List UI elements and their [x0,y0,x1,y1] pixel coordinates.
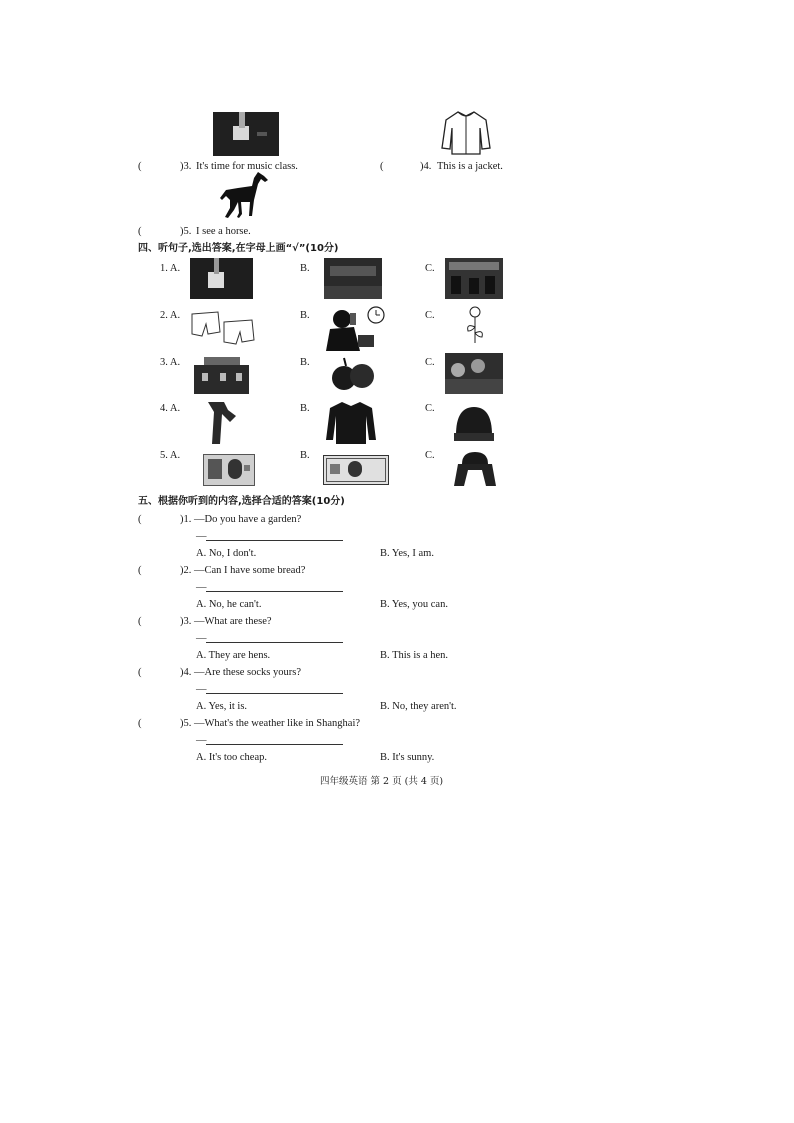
row5-label-b: B. [300,450,310,461]
q3-text-number: )3. [180,161,192,172]
row5-pic-c [452,450,498,488]
row3-pic-b [330,356,376,394]
row1-pic-b [324,258,382,299]
horse-silhouette [218,170,272,220]
p5-q3-option-a: A. They are hens. [196,650,271,661]
music-class-photo [213,112,279,156]
part4-heading: 四、听句子,选出答案,在字母上画“√”(10分) [138,243,339,254]
row5-label-a: 5. A. [160,450,181,461]
p5-q5-answer-line[interactable] [206,744,343,745]
p5-q1-question: )1. —Do you have a garden? [180,514,302,525]
row5-label-c: C. [425,450,435,461]
p5-q5-option-a: A. It's too cheap. [196,752,267,763]
p5-q3-option-b: B. This is a hen. [380,650,449,661]
p5-q3-answer-line[interactable] [206,642,343,643]
p5-q4-option-b: B. No, they aren't. [380,701,457,712]
row4-pic-c [452,405,496,443]
row2-pic-b [322,305,386,351]
q4-text-number: )4. [420,161,432,172]
row4-pic-b [324,400,378,444]
page-footer: 四年级英语 第 2 页 (共 4 页) [320,776,444,787]
p5-q1-option-b: B. Yes, I am. [380,548,434,559]
row1-label-c: C. [425,263,435,274]
row5-pic-a [203,454,255,486]
p5-q1-answer-dash: — [196,531,207,542]
row3-pic-c [445,353,503,394]
q3-paren: ( [138,161,142,172]
row3-label-b: B. [300,357,310,368]
row2-label-c: C. [425,310,435,321]
p5-q2-option-b: B. Yes, you can. [380,599,448,610]
q4-paren: ( [380,161,384,172]
row5-pic-b [323,455,389,485]
p5-q4-question: )4. —Are these socks yours? [180,667,302,678]
row4-label-a: 4. A. [160,403,181,414]
q5-paren: ( [138,226,142,237]
p5-q5-question: )5. —What's the weather like in Shanghai? [180,718,361,729]
p5-q2-paren: ( [138,565,142,576]
p5-q3-answer-dash: — [196,633,207,644]
row2-label-b: B. [300,310,310,321]
row2-pic-c [462,305,488,345]
row3-pic-a [190,353,253,394]
row1-pic-c [445,258,503,299]
q5-text-number: )5. [180,226,192,237]
q3-text: It's time for music class. [196,161,298,172]
p5-q2-answer-line[interactable] [206,591,343,592]
row2-label-a: 2. A. [160,310,181,321]
p5-q3-question: )3. —What are these? [180,616,272,627]
p5-q5-answer-dash: — [196,735,207,746]
p5-q1-paren: ( [138,514,142,525]
p5-q2-option-a: A. No, he can't. [196,599,262,610]
q4-text: This is a jacket. [437,161,503,172]
p5-q4-answer-line[interactable] [206,693,343,694]
p5-q5-option-b: B. It's sunny. [380,752,435,763]
row4-label-b: B. [300,403,310,414]
p5-q4-paren: ( [138,667,142,678]
row4-pic-a [202,400,240,446]
p5-q4-option-a: A. Yes, it is. [196,701,248,712]
row3-label-c: C. [425,357,435,368]
part5-heading: 五、根据你听到的内容,选择合适的答案(10分) [138,496,345,507]
p5-q5-paren: ( [138,718,142,729]
p5-q3-paren: ( [138,616,142,627]
p5-q1-option-a: A. No, I don't. [196,548,257,559]
row1-label-a: 1. A. [160,263,181,274]
row4-label-c: C. [425,403,435,414]
row3-label-a: 3. A. [160,357,181,368]
row2-pic-a [190,310,256,346]
jacket-drawing [440,108,492,156]
p5-q2-question: )2. —Can I have some bread? [180,565,306,576]
q5-text: I see a horse. [196,226,251,237]
p5-q1-answer-line[interactable] [206,540,343,541]
row1-pic-a [190,258,253,299]
p5-q2-answer-dash: — [196,582,207,593]
row1-label-b: B. [300,263,310,274]
p5-q4-answer-dash: — [196,684,207,695]
